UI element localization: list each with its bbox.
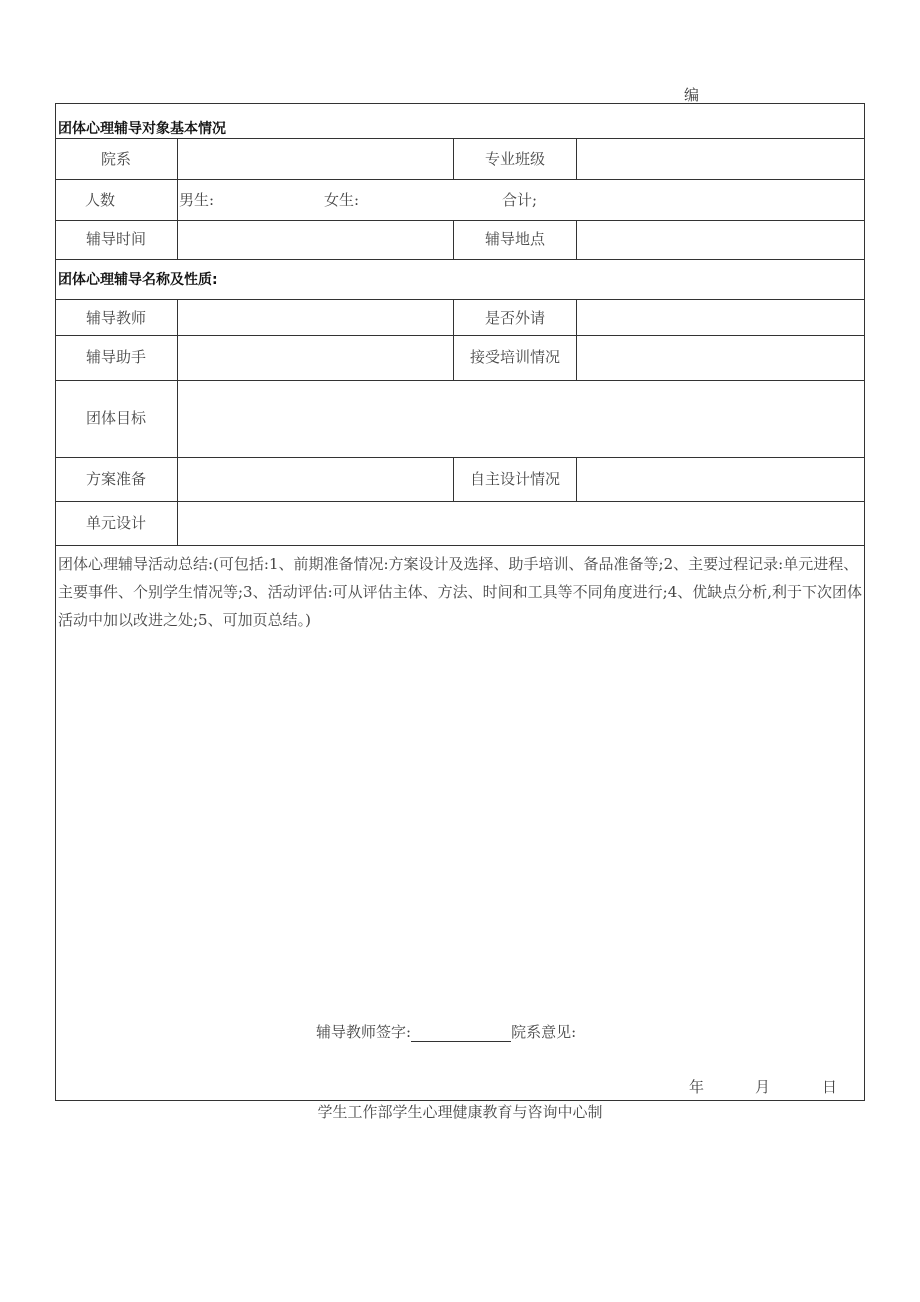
column-divider	[576, 457, 577, 501]
signature-row	[316, 1022, 576, 1042]
external-label: 是否外请	[484, 309, 545, 327]
date-month: 月	[755, 1078, 771, 1096]
dept-label: 院系	[100, 150, 131, 168]
plan-label: 方案准备	[85, 470, 146, 488]
column-divider	[576, 220, 577, 259]
row-divider	[56, 545, 864, 546]
date-year: 年	[689, 1078, 705, 1096]
male-count-label: 男生:	[179, 191, 215, 209]
training-label: 接受培训情况	[469, 348, 560, 366]
dept-opinion-label: 院系意见:	[511, 1023, 577, 1041]
footer-issuer: 学生工作部学生心理健康教育与咨询中心制	[317, 1103, 603, 1121]
row-divider	[56, 259, 864, 260]
total-count-label: 合计;	[502, 191, 538, 209]
form-number-label: 编	[684, 86, 700, 104]
column-divider	[576, 138, 577, 179]
column-divider	[177, 220, 178, 259]
column-divider	[576, 299, 577, 380]
date-day: 日	[822, 1078, 838, 1096]
counseling-record-form	[55, 103, 865, 1101]
place-label: 辅导地点	[484, 230, 545, 248]
time-label: 辅导时间	[85, 230, 146, 248]
column-divider	[177, 299, 178, 545]
goal-label: 团体目标	[85, 409, 146, 427]
count-label: 人数	[85, 191, 116, 209]
summary-instructions: 团体心理辅导活动总结:(可包括:1、前期准备情况:方案设计及选择、助手培训、备品准备等;2、主要过程记录:单元进程、主要事件、个别学生情况等;3、活动评估:可从评估主体、方法、时间和工具等不同角度进行;4、优缺点分析,利于下次团体活动中加以改进之处;5、可加页总结。)	[58, 555, 863, 629]
female-count-label: 女生:	[324, 191, 360, 209]
assistant-label: 辅导助手	[85, 348, 146, 366]
column-divider	[177, 138, 178, 220]
section-title-name-nature: 团体心理辅导名称及性质:	[58, 272, 218, 288]
signature-line	[411, 1025, 511, 1042]
class-label: 专业班级	[484, 150, 545, 168]
signature-label: 辅导教师签字:	[316, 1023, 412, 1041]
self-design-label: 自主设计情况	[469, 470, 560, 488]
section-title-basic-info: 团体心理辅导对象基本情况	[58, 121, 226, 137]
teacher-label: 辅导教师	[85, 309, 146, 327]
unit-label: 单元设计	[85, 514, 146, 532]
